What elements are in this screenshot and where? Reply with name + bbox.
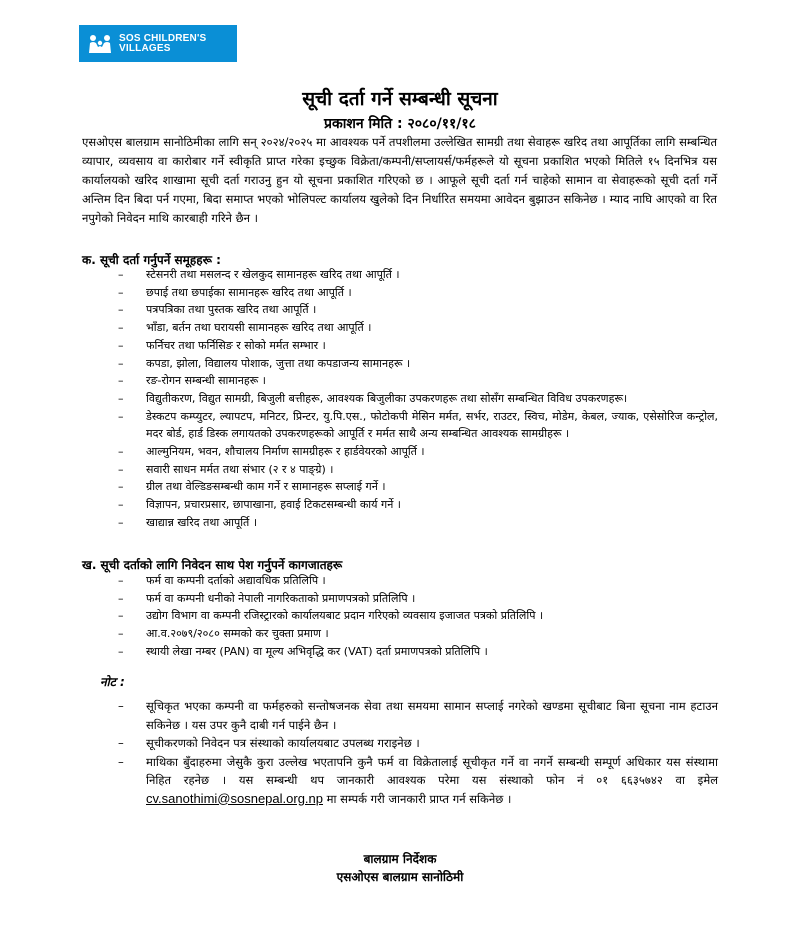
list-item: – उद्योग विभाग वा कम्पनी रजिस्ट्रारको कार्यालयबाट प्रदान गरिएको व्यवसाय इजाजत पत्रको प्रतिलिपि ।: [118, 609, 544, 623]
list-item: – रङ-रोगन सम्बन्धी सामानहरू ।: [118, 374, 266, 388]
list-item: – ग्रील तथा वेल्डिङसम्बन्धी काम गर्ने र सामानहरू सप्लाई गर्ने ।: [118, 480, 386, 494]
list-item-text: आल्मुनियम, भवन, शौचालय निर्माण सामग्रीहरू र हार्डवेयरको आपूर्ति ।: [146, 445, 425, 459]
list-item: – स्टेसनरी तथा मसलन्द र खेलकुद सामानहरू खरिद तथा आपूर्ति ।: [118, 268, 400, 281]
list-item: – फर्म वा कम्पनी धनीको नेपाली नागरिकताको प्रमाणपत्रको प्रतिलिपि ।: [118, 591, 416, 605]
list-item-text: उद्योग विभाग वा कम्पनी रजिस्ट्रारको कार्यालयबाट प्रदान गरिएको व्यवसाय इजाजत पत्रको प्रतिलिपि ।: [146, 609, 544, 623]
list-item: – खाद्यान्न खरिद तथा आपूर्ति ।: [118, 515, 257, 529]
list-item: – विज्ञापन, प्रचारप्रसार, छापाखाना, हवाई टिकटसम्बन्धी कार्य गर्ने ।: [118, 498, 401, 512]
contact-email-link[interactable]: cv.sanothimi@sosnepal.org.np: [146, 790, 323, 806]
list-item-text: छपाई तथा छपाईका सामानहरू खरिद तथा आपूर्ति ।: [146, 285, 352, 299]
publish-date: प्रकाशन मिति : २०८०/११/१८: [324, 116, 476, 132]
list-item-text: डेस्कटप कम्प्युटर, ल्यापटप, मनिटर, प्रिन्टर, यु.पि.एस., फोटोकपी मेसिन मर्मत, सर्भर, राउटर, स्विच, मोडेम, केबल, ज्याक, एसेसोरिज कन्ट्रोल, मदर बोर्ड, हार्ड डिस्क लगायतको उपकरणहरूको आपूर्ति र मर्मत साथै अन्य सम्बन्धित आवश्यक सामग्रीहरू ।: [146, 409, 718, 441]
note-text-before-email: माथिका बुँदाहरुमा जेसुकै कुरा उल्लेख भएतापनि कुनै फर्म वा विक्रेतालाई सूचीकृत गर्ने वा नगर्ने सम्बन्धी सम्पूर्ण अधिकार यस संस्थामा निहित रहनेछ । यस सम्बन्धी थप जानकारी आवश्यक परेमा यस संस्थाको फोन नं ०१ ६६३५७४२ वा इमेल: [146, 754, 718, 787]
notes-list: [118, 697, 718, 808]
list-item-text: ग्रील तथा वेल्डिङसम्बन्धी काम गर्ने र सामानहरू सप्लाई गर्ने ।: [146, 480, 386, 494]
list-item-text: आ.व.२०७९/२०८० सम्मको कर चुक्ता प्रमाण ।: [146, 627, 329, 641]
note-item: – माथिका बुँदाहरुमा जेसुकै कुरा उल्लेख भएतापनि कुनै फर्म वा विक्रेतालाई सूचीकृत गर्ने वा नगर्ने सम्बन्धी सम्पूर्ण अधिकार यस संस्थामा निहित रहनेछ । यस सम्बन्धी थप जानकारी आवश्यक परेमा यस संस्थाको फोन नं ०१ ६६३५७४२ वा इमेल cv.sanothimi@sosnepal.org.np मा सम्पर्क गरी जानकारी प्राप्त गर्न सकिनेछ ।: [118, 754, 718, 806]
list-item-text: कपडा, झोला, विद्यालय पोशाक, जुत्ता तथा कपडाजन्य सामानहरू ।: [146, 356, 411, 370]
list-item: – विद्युतीकरण, विद्युत सामग्री, बिजुली बत्तीहरू, आवश्यक बिजुलीका उपकरणहरू तथा सोसँग सम्बन्धित विविध उपकरणहरू।: [118, 391, 628, 405]
list-item-text: सवारी साधन मर्मत तथा संभार (२ र ४ पाङ्ग्रे) ।: [146, 462, 334, 476]
signature-title: बालग्राम निर्देशक: [363, 852, 437, 866]
list-item-text: फर्म वा कम्पनी दर्ताको अद्यावधिक प्रतिलिपि ।: [146, 574, 326, 587]
list-item-text: भाँडा, बर्तन तथा घरायसी सामानहरू खरिद तथा आपूर्ति ।: [146, 321, 372, 335]
list-item: – कपडा, झोला, विद्यालय पोशाक, जुत्ता तथा कपडाजन्य सामानहरू ।: [118, 356, 411, 370]
section-b-heading: ख. सूची दर्ताको लागि निवेदन साथ पेश गर्नुपर्ने कागजातहरू: [82, 558, 343, 572]
note-text: सूचीकरणको निवेदन पत्र संस्थाको कार्यालयबाट उपलब्ध गराइनेछ ।: [146, 736, 420, 750]
list-item-text: विज्ञापन, प्रचारप्रसार, छापाखाना, हवाई टिकटसम्बन्धी कार्य गर्ने ।: [146, 498, 401, 512]
list-item: – आल्मुनियम, भवन, शौचालय निर्माण सामग्रीहरू र हार्डवेयरको आपूर्ति ।: [118, 445, 425, 459]
sos-family-icon: [87, 34, 113, 54]
sos-logo-text: [119, 34, 206, 54]
notice-title: सूची दर्ता गर्ने सम्बन्धी सूचना: [302, 88, 498, 110]
logo-line-1: SOS CHILDREN'S: [119, 32, 207, 44]
list-item: – फर्म वा कम्पनी दर्ताको अद्यावधिक प्रतिलिपि ।: [118, 574, 326, 587]
notes-heading: नोट :: [100, 675, 125, 689]
note-text: सूचिकृत भएका कम्पनी वा फर्महरुको सन्तोषजनक सेवा तथा समयमा सामान सप्लाई नगरेको खण्डमा सूचीबाट बिना सूचना नाम हटाउन सकिनेछ । यस उपर कुनै दाबी गर्न पाईने छैन ।: [146, 699, 718, 732]
intro-paragraph: एसओएस बालग्राम सानोठिमीका लागि सन् २०२४/२०२५ मा आवश्यक पर्ने तपशीलमा उल्लेखित सामग्री तथा सेवाहरू खरिद तथा आपूर्तिका लागि सम्बन्धित व्यापार, व्यवसाय वा कारोबार गर्ने स्वीकृति प्राप्त गरेका इच्छुक विक्रेता/कम्पनी/सप्लायर्स/फर्महरूले यो सूचना प्रकाशित भएको मितिले १५ दिनभित्र यस कार्यालयको खरिद शाखामा सूची दर्ता गराउनु हुन यो सूचना प्रकाशित गरिएको छ । आफूले सूची दर्ता गर्न चाहेको सामान वा सेवाहरूको सूची दर्ता गर्ने अन्तिम दिन बिदा पर्न गएमा, बिदा समाप्त भएको भोलिपल्ट कार्यालय खुलेको दिन निर्धारित समयमा आवेदन बुझाउन सकिनेछ । म्याद नाघि आएको वा रित नपुगेको निवेदन माथि कारबाही गरिने छैन ।: [82, 135, 717, 225]
signature-organization: एसओएस बालग्राम सानोठिमी: [336, 870, 464, 884]
list-item-text: खाद्यान्न खरिद तथा आपूर्ति ।: [146, 515, 257, 529]
list-item-text: स्टेसनरी तथा मसलन्द र खेलकुद सामानहरू खरिद तथा आपूर्ति ।: [146, 268, 400, 281]
section-b-list: [118, 572, 718, 661]
list-item: – सवारी साधन मर्मत तथा संभार (२ र ४ पाङ्ग्रे) ।: [118, 462, 334, 476]
list-item: – स्थायी लेखा नम्बर (PAN) वा मूल्य अभिवृद्धि कर (VAT) दर्ता प्रमाणपत्रको प्रतिलिपि ।: [118, 644, 488, 658]
list-item: – पत्रपत्रिका तथा पुस्तक खरिद तथा आपूर्ति ।: [118, 303, 317, 317]
list-item: – भाँडा, बर्तन तथा घरायसी सामानहरू खरिद तथा आपूर्ति ।: [118, 321, 372, 335]
section-a-heading: क. सूची दर्ता गर्नुपर्ने समूहहरू :: [82, 253, 221, 267]
note-text-after-email: मा सम्पर्क गरी जानकारी प्राप्त गर्न सकिनेछ ।: [326, 791, 512, 806]
note-item: – सूचिकृत भएका कम्पनी वा फर्महरुको सन्तोषजनक सेवा तथा समयमा सामान सप्लाई नगरेको खण्डमा सूचीबाट बिना सूचना नाम हटाउन सकिनेछ । यस उपर कुनै दाबी गर्न पाईने छैन ।: [118, 699, 718, 732]
sos-logo: [79, 25, 237, 62]
list-item: – छपाई तथा छपाईका सामानहरू खरिद तथा आपूर्ति ।: [118, 285, 352, 299]
list-item-text: फर्निचर तथा फर्निसिङ र सोको मर्मत सम्भार ।: [146, 338, 326, 352]
list-item-text: पत्रपत्रिका तथा पुस्तक खरिद तथा आपूर्ति ।: [146, 303, 317, 317]
list-item-text: फर्म वा कम्पनी धनीको नेपाली नागरिकताको प्रमाणपत्रको प्रतिलिपि ।: [146, 591, 416, 605]
note-item: – सूचीकरणको निवेदन पत्र संस्थाको कार्यालयबाट उपलब्ध गराइनेछ ।: [118, 736, 420, 750]
logo-line-2: VILLAGES: [119, 42, 171, 54]
list-item: – डेस्कटप कम्प्युटर, ल्यापटप, मनिटर, प्रिन्टर, यु.पि.एस., फोटोकपी मेसिन मर्मत, सर्भर, राउटर, स्विच, मोडेम, केबल, ज्याक, एसेसोरिज कन्ट्रोल, मदर बोर्ड, हार्ड डिस्क लगायतको उपकरणहरूको आपूर्ति र मर्मत साथै अन्य सम्बन्धित आवश्यक सामग्रीहरू ।: [118, 409, 718, 441]
list-item-text: रङ-रोगन सम्बन्धी सामानहरू ।: [146, 374, 266, 388]
list-item: – आ.व.२०७९/२०८० सम्मको कर चुक्ता प्रमाण ।: [118, 627, 329, 641]
list-item-text: स्थायी लेखा नम्बर (PAN) वा मूल्य अभिवृद्धि कर (VAT) दर्ता प्रमाणपत्रको प्रतिलिपि ।: [146, 644, 488, 658]
section-a-list: [118, 266, 718, 532]
list-item: – फर्निचर तथा फर्निसिङ र सोको मर्मत सम्भार ।: [118, 338, 326, 352]
list-item-text: विद्युतीकरण, विद्युत सामग्री, बिजुली बत्तीहरू, आवश्यक बिजुलीका उपकरणहरू तथा सोसँग सम्बन्धित विविध उपकरणहरू।: [146, 391, 628, 405]
